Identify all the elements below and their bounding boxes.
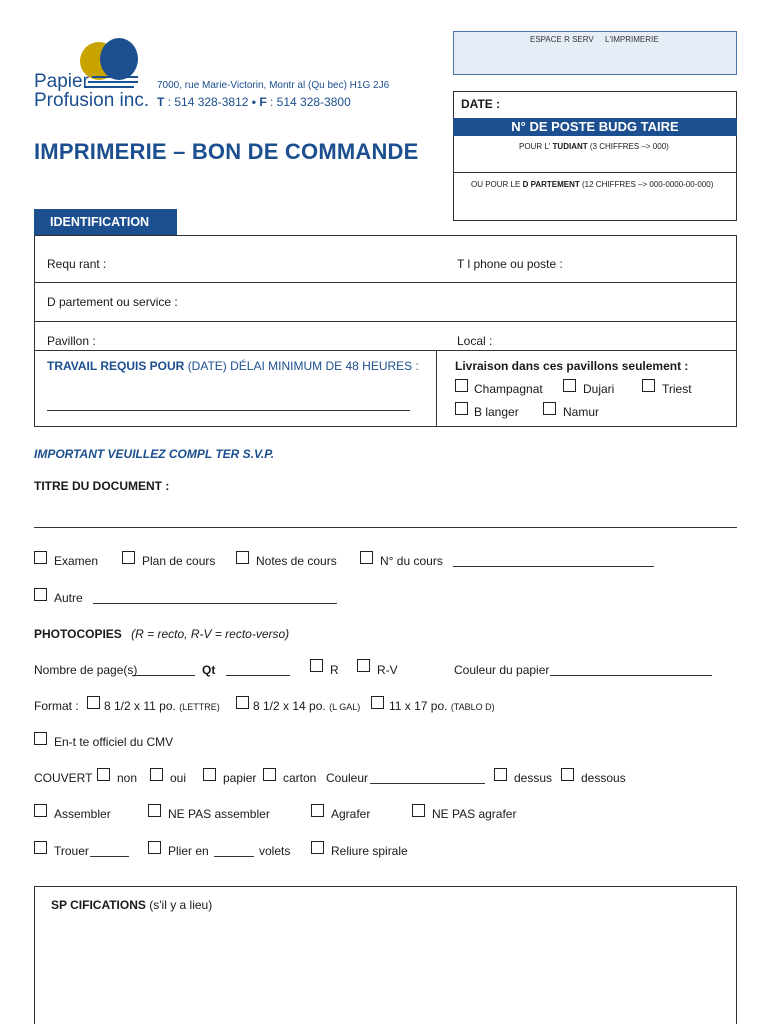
id-row-divider: [34, 282, 737, 283]
reserved-label: ESPACE R SERV: [530, 35, 594, 44]
logo-stripe: [88, 81, 138, 83]
label-cover-carton: carton: [283, 771, 317, 785]
course-number-field[interactable]: [453, 566, 654, 567]
student-code-bold: TUDIANT: [552, 142, 588, 151]
label-autre: Autre: [54, 591, 83, 605]
label-page-count: Nombre de page(s): [34, 663, 138, 677]
checkbox-dujari[interactable]: [563, 379, 576, 392]
student-code-pre: POUR L': [519, 142, 551, 151]
checkbox-no-cours[interactable]: [360, 551, 373, 564]
specifications-bold: SP CIFICATIONS: [51, 898, 146, 912]
label-cover-bottom: dessous: [581, 771, 626, 785]
phone-separator: •: [251, 95, 256, 109]
reserved-label-2: L'IMPRIMERIE: [605, 35, 659, 44]
page-count-field[interactable]: [132, 675, 195, 676]
budget-post-header: N° DE POSTE BUDG TAIRE: [453, 118, 737, 136]
checkbox-cover-bottom[interactable]: [561, 768, 574, 781]
checkbox-cover-yes[interactable]: [150, 768, 163, 781]
phone-t-label: T: [157, 95, 165, 109]
checkbox-recto-verso[interactable]: [357, 659, 370, 672]
phone-f-label: F: [259, 95, 267, 109]
checkbox-punch[interactable]: [34, 841, 47, 854]
format-tabloid-size: 11 x 17 po.: [389, 699, 448, 713]
checkbox-triest[interactable]: [642, 379, 655, 392]
label-quantity: Qt: [202, 663, 216, 677]
student-code-label: [519, 142, 669, 151]
label-namur: Namur: [563, 405, 600, 419]
photocopies-heading: [34, 627, 289, 641]
company-address: 7000, rue Marie-Victorin, Montr al (Qu bec) H1G 2J6: [157, 80, 390, 91]
checkbox-no-staple[interactable]: [412, 804, 425, 817]
logo-stripe: [92, 76, 138, 78]
checkbox-recto[interactable]: [310, 659, 323, 672]
photocopies-label: PHOTOCOPIES: [34, 627, 122, 641]
label-folds-unit: volets: [259, 844, 291, 858]
specifications-rest: (s'il y a lieu): [149, 898, 213, 912]
checkbox-cover-carton[interactable]: [263, 768, 276, 781]
delivery-label: Livraison dans ces pavillons seulement :: [455, 359, 689, 373]
checkbox-examen[interactable]: [34, 551, 47, 564]
label-no-staple: NE PAS agrafer: [432, 807, 517, 821]
pavilion-field[interactable]: Pavillon :: [47, 334, 96, 348]
specifications-label: [51, 898, 212, 912]
label-cover-paper: papier: [223, 771, 257, 785]
checkbox-plan-de-cours[interactable]: [122, 551, 135, 564]
format-letter-size: 8 1/2 x 11 po.: [104, 699, 176, 713]
cover-color-field[interactable]: [370, 783, 485, 784]
label-cover: COUVERT: [34, 771, 93, 785]
requester-field[interactable]: Requ rant :: [47, 257, 107, 271]
label-format-letter: [104, 699, 220, 713]
label-cover-yes: oui: [170, 771, 187, 785]
format-tabloid-name: (TABLO D): [450, 702, 495, 712]
label-plan-de-cours: Plan de cours: [142, 554, 216, 568]
label-belanger: B langer: [474, 405, 519, 419]
format-legal-name: (L GAL): [329, 702, 361, 712]
label-cover-no: non: [117, 771, 138, 785]
document-title-label: TITRE DU DOCUMENT :: [34, 479, 170, 493]
label-spiral: Reliure spirale: [331, 844, 408, 858]
label-paper-color: Couleur du papier: [454, 663, 550, 677]
label-fold: Plier en: [168, 844, 209, 858]
format-letter-name: (LETTRE): [179, 702, 220, 712]
autre-field[interactable]: [93, 603, 337, 604]
work-required-label: [47, 359, 419, 373]
fold-field[interactable]: [214, 856, 254, 857]
label-no-cours: N° du cours: [380, 554, 443, 568]
id-row-divider: [34, 350, 737, 351]
reserved-area: [453, 31, 737, 75]
checkbox-cover-top[interactable]: [494, 768, 507, 781]
label-cover-top: dessus: [514, 771, 553, 785]
label-cover-color: Couleur: [326, 771, 369, 785]
checkbox-no-assemble[interactable]: [148, 804, 161, 817]
logo-text-line2: Profusion inc.: [34, 90, 150, 111]
label-format-tabloid: [389, 699, 495, 713]
label-format-legal: [253, 699, 360, 713]
checkbox-namur[interactable]: [543, 402, 556, 415]
checkbox-notes-de-cours[interactable]: [236, 551, 249, 564]
checkbox-cover-no[interactable]: [97, 768, 110, 781]
quantity-field[interactable]: [226, 675, 290, 676]
checkbox-staple[interactable]: [311, 804, 324, 817]
work-required-rest: (DATE) DÉLAI MINIMUM DE 48 HEURES :: [187, 359, 419, 373]
dept-code-bold: D PARTEMENT: [522, 180, 580, 189]
id-col-divider: [436, 350, 437, 427]
checkbox-format-legal[interactable]: [236, 696, 249, 709]
label-staple: Agrafer: [331, 807, 371, 821]
label-letterhead: En-t te officiel du CMV: [54, 735, 174, 749]
checkbox-letterhead[interactable]: [34, 732, 47, 745]
budget-divider: [453, 172, 737, 173]
dept-code-post: (12 CHIFFRES –> 000-0000-00-000): [582, 180, 714, 189]
label-no-assemble: NE PAS assembler: [168, 807, 270, 821]
logo-text-line1: Papier: [34, 71, 89, 92]
work-required-bold: TRAVAIL REQUIS POUR: [47, 359, 185, 373]
label-dujari: Dujari: [583, 382, 615, 396]
paper-color-field[interactable]: [550, 675, 712, 676]
work-date-field[interactable]: [47, 410, 410, 411]
punch-field[interactable]: [90, 856, 129, 857]
checkbox-format-letter[interactable]: [87, 696, 100, 709]
page-title: IMPRIMERIE – BON DE COMMANDE: [34, 139, 419, 164]
identification-tab: IDENTIFICATION: [34, 209, 177, 236]
label-recto-verso: R-V: [377, 663, 398, 677]
company-phones: [157, 95, 351, 109]
label-assemble: Assembler: [54, 807, 111, 821]
phone-t-number: : 514 328-3812: [167, 95, 249, 109]
department-field[interactable]: D partement ou service :: [47, 295, 178, 309]
phone-f-number: : 514 328-3800: [270, 95, 351, 109]
dept-code-pre: OU POUR LE: [471, 180, 521, 189]
phone-field[interactable]: T l phone ou poste :: [457, 257, 563, 271]
label-notes-de-cours: Notes de cours: [256, 554, 337, 568]
checkbox-autre[interactable]: [34, 588, 47, 601]
dept-code-label: [471, 180, 713, 189]
logo-stripe: [84, 86, 134, 88]
checkbox-cover-paper[interactable]: [203, 768, 216, 781]
document-title-field[interactable]: [34, 527, 737, 528]
format-legal-size: 8 1/2 x 14 po.: [253, 699, 326, 713]
label-punch: Trouer: [54, 844, 89, 858]
checkbox-assemble[interactable]: [34, 804, 47, 817]
id-row-divider: [34, 321, 737, 322]
checkbox-format-tabloid[interactable]: [371, 696, 384, 709]
student-code-post: (3 CHIFFRES –> 000): [589, 142, 669, 151]
important-notice: IMPORTANT VEUILLEZ COMPL TER S.V.P.: [34, 447, 275, 461]
photocopies-note: (R = recto, R-V = recto-verso): [131, 627, 290, 641]
label-recto: R: [330, 663, 339, 677]
identification-box: [34, 235, 737, 427]
label-triest: Triest: [662, 382, 692, 396]
label-champagnat: Champagnat: [474, 382, 543, 396]
checkbox-spiral[interactable]: [311, 841, 324, 854]
local-field[interactable]: Local :: [457, 334, 493, 348]
label-format: Format :: [34, 699, 79, 713]
logo-blue-circle: [100, 38, 138, 80]
checkbox-champagnat[interactable]: [455, 379, 468, 392]
checkbox-fold[interactable]: [148, 841, 161, 854]
date-label: DATE :: [461, 97, 501, 111]
label-examen: Examen: [54, 554, 99, 568]
checkbox-belanger[interactable]: [455, 402, 468, 415]
